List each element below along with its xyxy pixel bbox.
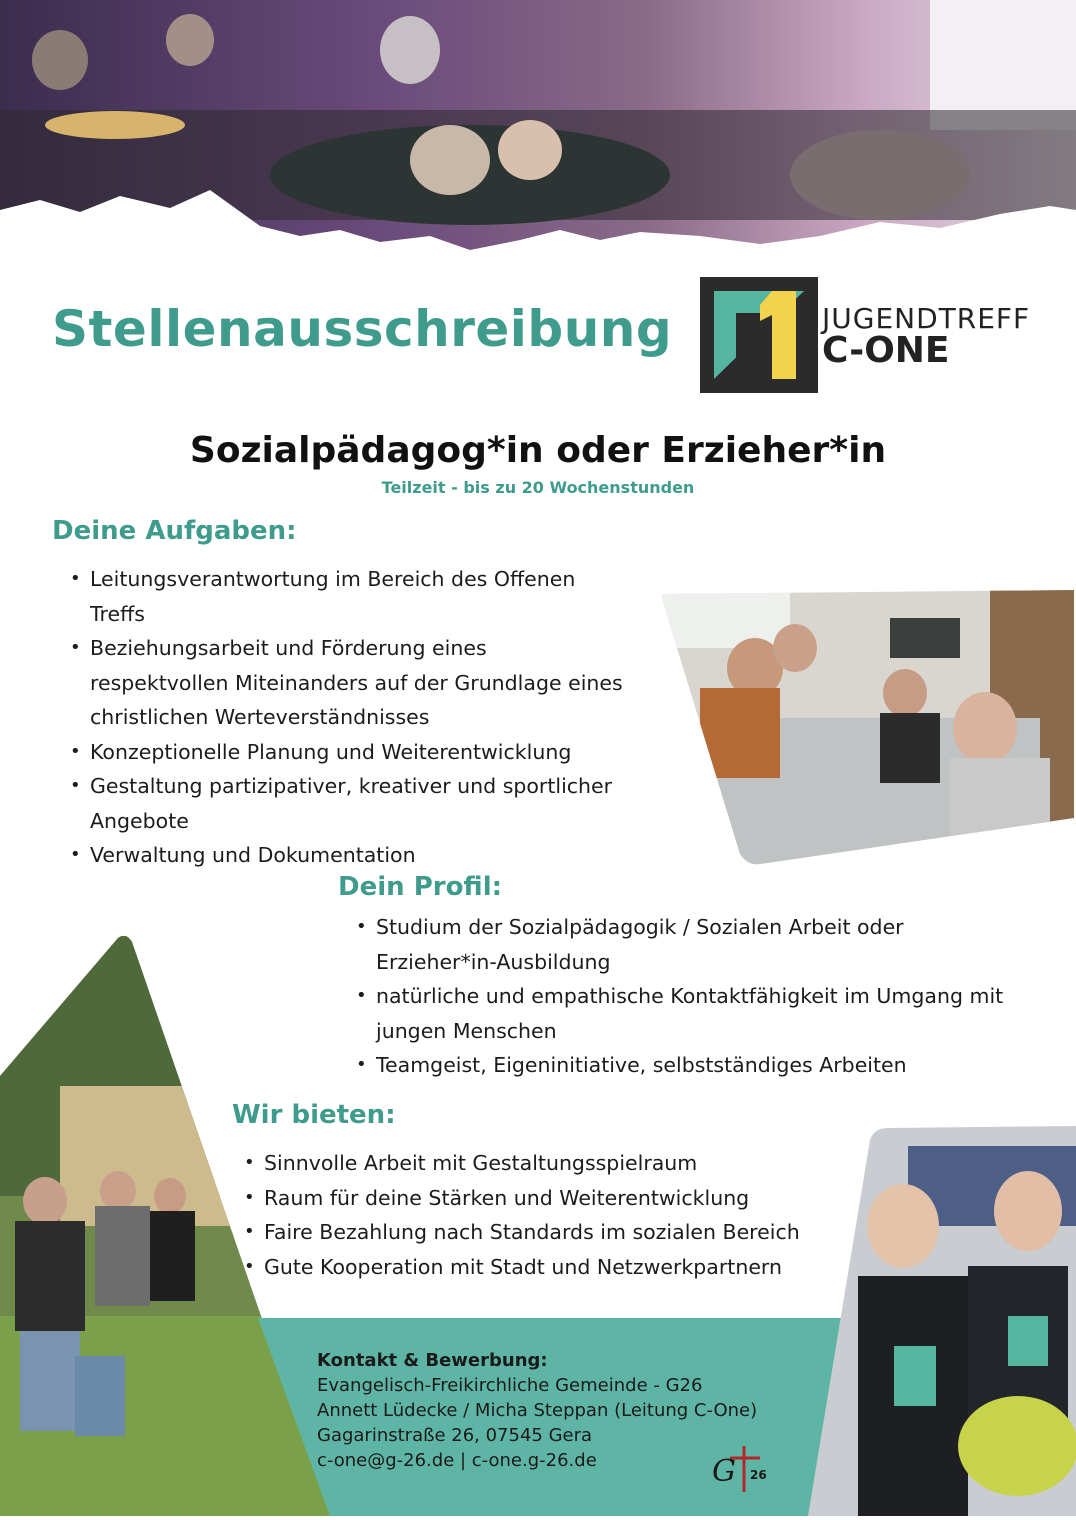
tasks-list [64, 562, 624, 873]
logo-line1: JUGENDTREFF [822, 302, 1031, 335]
job-title: Sozialpädagog*in oder Erzieher*in [189, 430, 887, 471]
contact-address: Gagarinstraße 26, 07545 Gera [317, 1425, 593, 1446]
list-item: • Sinnvolle Arbeit mit Gestaltungsspielraum [238, 1146, 858, 1181]
offer-heading: Wir bieten: [232, 1100, 396, 1130]
contact-heading: Kontakt & Bewerbung: [317, 1350, 548, 1371]
list-item: • Gestaltung partizipativer, kreativer und sportlicher Angebote [64, 769, 624, 838]
offer-list [238, 1146, 858, 1284]
contact-web[interactable]: c-one@g-26.de | c-one.g-26.de [317, 1450, 597, 1471]
logo-line2: C-ONE [822, 330, 950, 371]
tasks-heading: Deine Aufgaben: [52, 516, 297, 546]
c-one-logo-icon [700, 277, 818, 393]
list-item: • Beziehungsarbeit und Förderung eines respektvollen Miteinanders auf der Grundlage eines christlichen Werteverständnisses [64, 631, 624, 735]
contact-org: Evangelisch-Freikirchliche Gemeinde - G26 [317, 1375, 703, 1396]
page-title: Stellenausschreibung [52, 300, 673, 358]
job-subtitle: Teilzeit - bis zu 20 Wochenstunden [381, 478, 695, 497]
list-item: • Studium der Sozialpädagogik / Sozialen Arbeit oder Erzieher*in-Ausbildung [350, 910, 936, 979]
profile-list [350, 910, 1050, 1083]
list-item: • Faire Bezahlung nach Standards im sozialen Bereich [238, 1215, 858, 1250]
g26-logo [712, 1446, 782, 1492]
contact-persons: Annett Lüdecke / Micha Steppan (Leitung C-One) [317, 1400, 758, 1421]
list-item: • Gute Kooperation mit Stadt und Netzwerkpartnern [238, 1250, 858, 1285]
g26-letter: G [712, 1454, 736, 1489]
header-photo [0, 0, 1076, 270]
workshop-photo [660, 588, 1076, 866]
profile-heading: Dein Profil: [338, 872, 503, 902]
contact-block [317, 1348, 757, 1473]
list-item: • Teamgeist, Eigeninitiative, selbstständiges Arbeiten [350, 1048, 1050, 1083]
list-item: • Verwaltung und Dokumentation [64, 838, 624, 873]
list-item: • Raum für deine Stärken und Weiterentwicklung [238, 1181, 858, 1216]
g26-number: 26 [750, 1468, 767, 1482]
list-item: • Konzeptionelle Planung und Weiterentwicklung [64, 735, 624, 770]
kitchen-photo [808, 1126, 1076, 1516]
list-item: • natürliche und empathische Kontaktfähigkeit im Umgang mit jungen Menschen [350, 979, 1050, 1048]
list-item: • Leitungsverantwortung im Bereich des Offenen Treffs [64, 562, 624, 631]
